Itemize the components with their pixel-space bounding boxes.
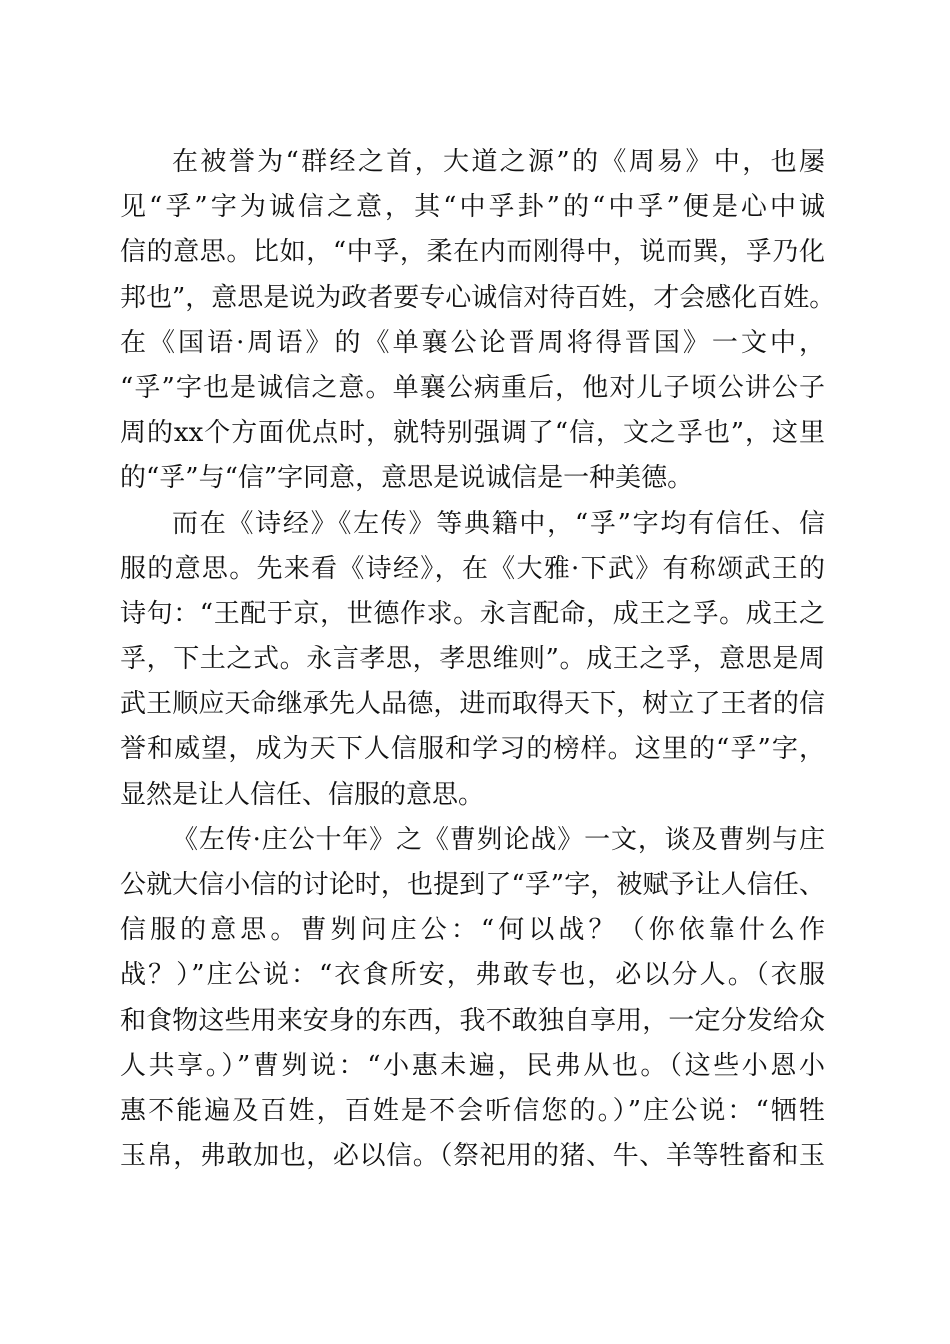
text-line: 武王顺应天命继承先人品德，进而取得天下，树立了王者的信 [120,689,825,720]
text-line: 惠不能遍及百姓，百姓是不会听信您的。）”庄公说：“牺牲 [120,1095,825,1126]
text-line: 和食物这些用来安身的东西，我不敢独自享用，一定分发给众 [120,1005,825,1036]
text-line: 显然是让人信任、信服的意思。 [120,779,485,810]
document-page [120,140,836,1179]
text-line: 玉帛，弗敢加也，必以信。（祭祀用的猪、牛、羊等牲畜和玉 [120,1141,825,1172]
text-line: 战？）”庄公说：“衣食所安，弗敢专也，必以分人。（衣服 [120,960,825,991]
text-line: 誉和威望，成为天下人信服和学习的榜样。这里的“孚”字， [120,734,825,765]
text-line: 诗句：“王配于京，世德作求。永言配命，成王之孚。成王之 [120,598,825,629]
text-line: 的“孚”与“信”字同意，意思是说诚信是一种美德。 [120,463,694,494]
text-line: 人共享。）”曹刿说：“小惠未遍，民弗从也。（这些小恩小 [120,1050,825,1081]
text-line: 信服的意思。曹刿问庄公：“何以战？（你依靠什么作 [120,915,825,946]
text-line: 见“孚”字为诚信之意，其“中孚卦”的“中孚”便是心中诚 [120,192,825,223]
text-line: 信的意思。比如，“中孚，柔在内而刚得中，说而巽，孚乃化 [120,237,825,268]
text-line: 邦也”，意思是说为政者要专心诚信对待百姓，才会感化百姓。 [120,282,836,313]
text-line: 而在《诗经》《左传》等典籍中，“孚”字均有信任、信 [172,508,825,539]
text-line: 《左传·庄公十年》之《曹刿论战》一文，谈及曹刿与庄 [172,824,825,855]
text-line: 周的xx个方面优点时，就特别强调了“信，文之孚也”，这里 [120,418,825,449]
text-line: 服的意思。先来看《诗经》，在《大雅·下武》有称颂武王的 [120,553,825,584]
text-line: “孚”字也是诚信之意。单襄公病重后，他对儿子顷公讲公子 [120,372,825,403]
text-line: 孚，下土之式。永言孝思，孝思维则”。成王之孚，意思是周 [120,644,825,675]
text-line: 在《国语·周语》的《单襄公论晋周将得晋国》一文中， [120,327,825,358]
text-line: 在被誉为“群经之首，大道之源”的《周易》中，也屡 [172,147,825,177]
text-line: 公就大信小信的讨论时，也提到了“孚”字，被赋予让人信任、 [120,870,825,900]
